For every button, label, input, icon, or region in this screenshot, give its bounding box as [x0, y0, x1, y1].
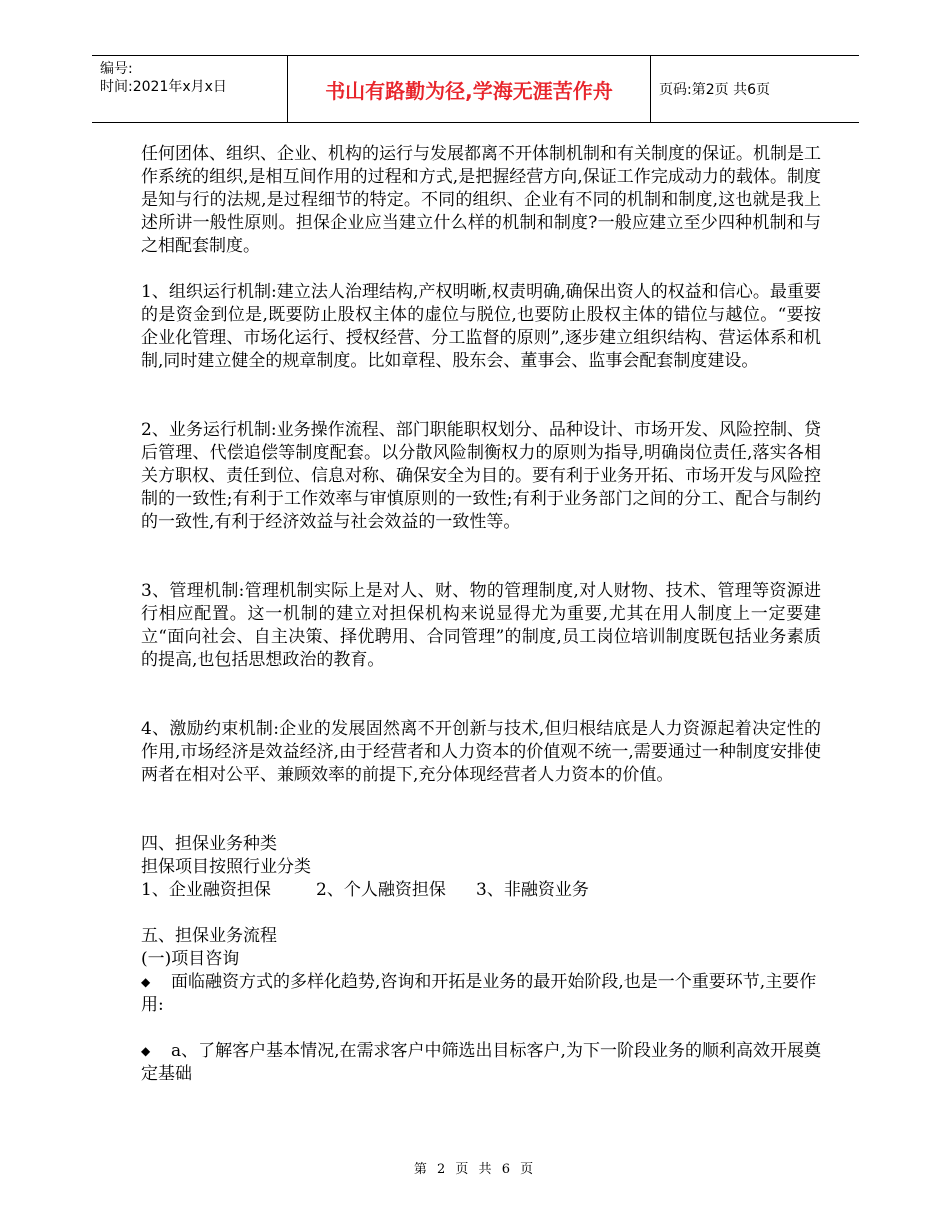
code-label: 编号:: [100, 61, 133, 77]
mechanism-2-paragraph: 2、业务运行机制:业务操作流程、部门职能职权划分、品种设计、市场开发、风险控制、贷后管理、代偿追偿等制度配套。以分散风险制衡权力的原则为指导,明确岗位责任,落实各相关方职权、责任到位、信息对称、确保安全为目的。要有利于业务开拓、市场开发与风险控制的一致性;有利于工作效率与审慎原则的一致性;有利于业务部门之间的分工、配合与制约的一致性,有利于经济效益与社会效益的一致性等。: [141, 420, 821, 532]
bullet-item-1: [141, 971, 821, 1017]
section-4-subtitle: 担保项目按照行业分类: [141, 857, 311, 877]
section-5-title: 五、担保业务流程: [141, 926, 277, 946]
section-5-subtitle: (一)项目咨询: [141, 949, 240, 969]
type-1: 1、企业融资担保: [141, 880, 271, 900]
intro-paragraph: 任何团体、组织、企业、机构的运行与发展都离不开体制机制和有关制度的保证。机制是工作系统的组织,是相互间作用的过程和方式,是把握经营方向,保证工作完成动力的载体。制度是知与行的法规,是过程细节的特定。不同的组织、企业有不同的机制和制度,这也就是我上述所讲一般性原则。担保企业应当建立什么样的机制和制度?一般应建立至少四种机制和与之相配套制度。: [141, 144, 821, 256]
header-page: [651, 56, 859, 122]
type-3: 3、非融资业务: [476, 880, 589, 900]
bullet-2-text: a、了解客户基本情况,在需求客户中筛选出目标客户,为下一阶段业务的顺利高效开展奠定基础: [141, 1041, 821, 1084]
bullet-item-2: [141, 1040, 821, 1086]
page-header: [92, 55, 859, 123]
footer-page-number: 第 2 页 共 6 页: [413, 1162, 537, 1177]
mechanism-1-paragraph: 1、组织运行机制:建立法人治理结构,产权明晰,权责明确,确保出资人的权益和信心。最重要的是资金到位是,既要防止股权主体的虚位与脱位,也要防止股权主体的错位与越位。“要按企业化管理、市场化运行、授权经营、分工监督的原则”,逐步建立组织结构、营运体系和机制,同时建立健全的规章制度。比如章程、股东会、董事会、监事会配套制度建设。: [141, 282, 821, 371]
mechanism-3-paragraph: 3、管理机制:管理机制实际上是对人、财、物的管理制度,对人财物、技术、管理等资源进行相应配置。这一机制的建立对担保机构来说显得尤为重要,尤其在用人制度上一定要建立“面向社会、自主决策、择优聘用、合同管理”的制度,员工岗位培训制度既包括业务素质的提高,也包括思想政治的教育。: [141, 581, 821, 670]
page-footer: [0, 1158, 950, 1177]
header-meta: [92, 56, 288, 122]
bullet-1-text: 面临融资方式的多样化趋势,咨询和开拓是业务的最开始阶段,也是一个重要环节,主要作用:: [141, 972, 817, 1015]
document-body: [141, 143, 821, 1086]
page-label: 页码:第2页 共6页: [659, 82, 770, 98]
diamond-bullet-icon: ◆: [141, 1044, 151, 1058]
motto-text: 书山有路勤为径,学海无涯苦作舟: [325, 78, 613, 103]
header-motto: [288, 56, 651, 122]
business-types: [141, 879, 821, 902]
section-4-title: 四、担保业务种类: [141, 834, 277, 854]
type-2: 2、个人融资担保: [316, 880, 446, 900]
time-label: 时间:2021年x月x日: [100, 79, 227, 95]
diamond-bullet-icon: ◆: [141, 975, 151, 989]
mechanism-4-paragraph: 4、激励约束机制:企业的发展固然离不开创新与技术,但归根结底是人力资源起着决定性的作用,市场经济是效益经济,由于经营者和人力资本的价值观不统一,需要通过一种制度安排使两者在相对公平、兼顾效率的前提下,充分体现经营者人力资本的价值。: [141, 719, 821, 785]
